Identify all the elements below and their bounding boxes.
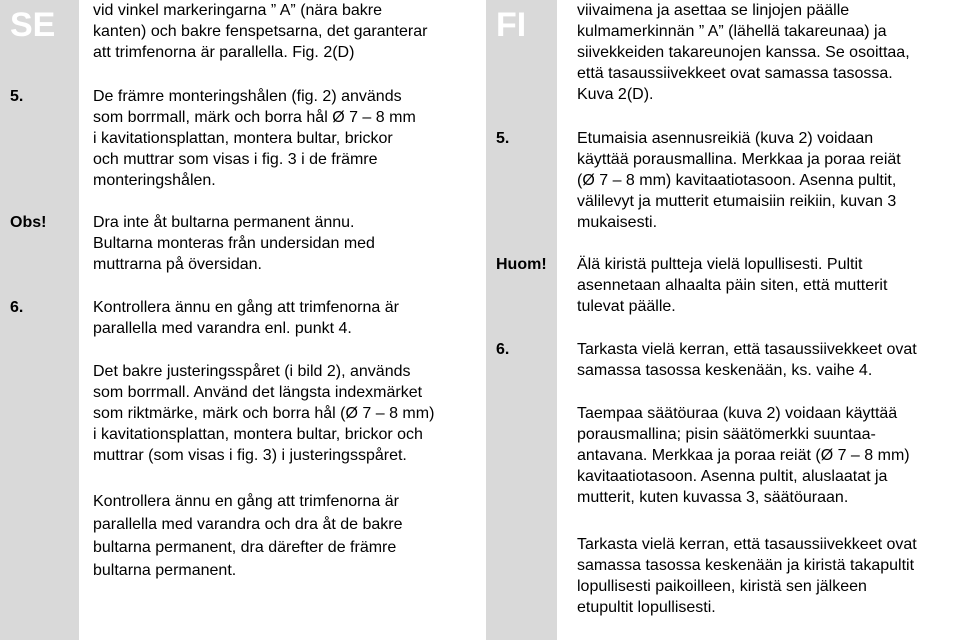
- text-line: Kontrollera ännu en gång att trimfenorna är: [93, 299, 399, 316]
- text-line: som borrmall, märk och borra hål Ø 7 – 8 mm: [93, 109, 416, 126]
- fi-rear-slot-paragraph: [577, 403, 910, 508]
- text-line: porausmallina; pisin säätömerkki suuntaa-: [577, 426, 876, 443]
- se-rear-slot-paragraph: [93, 361, 434, 466]
- text-line: siivekkeiden takareunojen kanssa. Se osoittaa,: [577, 44, 910, 61]
- text-line: Det bakre justeringsspåret (i bild 2), används: [93, 363, 411, 380]
- fi-gutter: [486, 0, 557, 640]
- text-line: Kuva 2(D).: [577, 86, 654, 103]
- text-line: De främre monteringshålen (fig. 2) används: [93, 88, 402, 105]
- fi-step-5-number: 5.: [496, 130, 510, 147]
- text-line: samassa tasossa keskenään, ks. vaihe 4.: [577, 362, 873, 379]
- fi-huom-label: Huom!: [496, 256, 547, 273]
- text-line: lopullisesti paikoilleen, kiristä sen jälkeen: [577, 578, 867, 595]
- text-line: käyttää porausmallina. Merkkaa ja poraa reiät: [577, 151, 901, 168]
- text-line: och muttrar som visas i fig. 3 i de främre: [93, 151, 378, 168]
- text-line: etupultit lopullisesti.: [577, 599, 716, 616]
- text-line: Bultarna monteras från undersidan med: [93, 235, 375, 252]
- text-line: kulmamerkinnän ” A” (lähellä takareunaa) ja: [577, 23, 887, 40]
- text-line: muttrarna på översidan.: [93, 256, 262, 273]
- text-line: kavitaatiotasoon. Asenna pultit, aluslaatat ja: [577, 468, 888, 485]
- text-line: Älä kiristä pultteja vielä lopullisesti. Pultit: [577, 256, 863, 273]
- se-obs-label: Obs!: [10, 214, 47, 231]
- se-final-paragraph: [93, 491, 403, 583]
- text-line: muttrar (som visas i fig. 3) i justeringsspåret.: [93, 447, 407, 464]
- se-step-5-number: 5.: [10, 88, 24, 105]
- fi-intro-paragraph: [577, 0, 910, 105]
- se-obs-paragraph: [93, 212, 375, 275]
- text-line: att trimfenorna är parallella. Fig. 2(D): [93, 44, 355, 61]
- text-line: Dra inte åt bultarna permanent ännu.: [93, 214, 355, 231]
- text-line: viivaimena ja asettaa se linjojen päälle: [577, 2, 850, 19]
- text-line: mutterit, kuten kuvassa 3, säätöuraan.: [577, 489, 849, 506]
- text-line: i kavitationsplattan, montera bultar, brickor och: [93, 426, 423, 443]
- text-line: parallella med varandra enl. punkt 4.: [93, 320, 352, 337]
- text-line: monteringshålen.: [93, 172, 216, 189]
- text-line: Tarkasta vielä kerran, että tasaussiivekkeet ovat: [577, 536, 917, 553]
- se-step-5-paragraph: [93, 86, 416, 191]
- text-line: bultarna permanent.: [93, 562, 237, 579]
- text-line: parallella med varandra och dra åt de bakre: [93, 516, 403, 533]
- se-intro-paragraph: [93, 0, 427, 63]
- fi-step-5-paragraph: [577, 128, 901, 233]
- text-line: samassa tasossa keskenään ja kiristä takapultit: [577, 557, 915, 574]
- text-line: mukaisesti.: [577, 214, 658, 231]
- se-step-6-paragraph: [93, 297, 399, 339]
- text-line: Etumaisia asennusreikiä (kuva 2) voidaan: [577, 130, 874, 147]
- text-line: som borrmall. Använd det längsta indexmärket: [93, 384, 423, 401]
- text-line: tulevat päälle.: [577, 298, 676, 315]
- text-line: kanten) och bakre fenspetsarna, det garanterar: [93, 23, 428, 40]
- text-line: asennetaan alhaalta päin siten, että mutterit: [577, 277, 888, 294]
- se-language-code: SE: [10, 6, 56, 44]
- fi-language-code: FI: [496, 6, 527, 44]
- se-step-6-number: 6.: [10, 299, 24, 316]
- text-line: että tasaussiivekkeet ovat samassa tasossa.: [577, 65, 893, 82]
- text-line: som riktmärke, märk och borra hål (Ø 7 – 8 mm): [93, 405, 435, 422]
- fi-huom-paragraph: [577, 254, 887, 317]
- fi-final-paragraph: [577, 534, 917, 618]
- text-line: vid vinkel markeringarna ” A” (nära bakre: [93, 2, 383, 19]
- text-line: Kontrollera ännu en gång att trimfenorna är: [93, 493, 399, 510]
- fi-step-6-number: 6.: [496, 341, 510, 358]
- text-line: i kavitationsplattan, montera bultar, brickor: [93, 130, 393, 147]
- text-line: Tarkasta vielä kerran, että tasaussiivekkeet ovat: [577, 341, 917, 358]
- text-line: Taempaa säätöuraa (kuva 2) voidaan käyttää: [577, 405, 898, 422]
- fi-step-6-paragraph: [577, 339, 917, 381]
- text-line: (Ø 7 – 8 mm) kavitaatiotasoon. Asenna pultit,: [577, 172, 897, 189]
- text-line: antavana. Merkkaa ja poraa reiät (Ø 7 – 8 mm): [577, 447, 910, 464]
- text-line: bultarna permanent, dra därefter de främre: [93, 539, 397, 556]
- text-line: välilevyt ja mutterit etumaisiin reikiin, kuvan 3: [577, 193, 897, 210]
